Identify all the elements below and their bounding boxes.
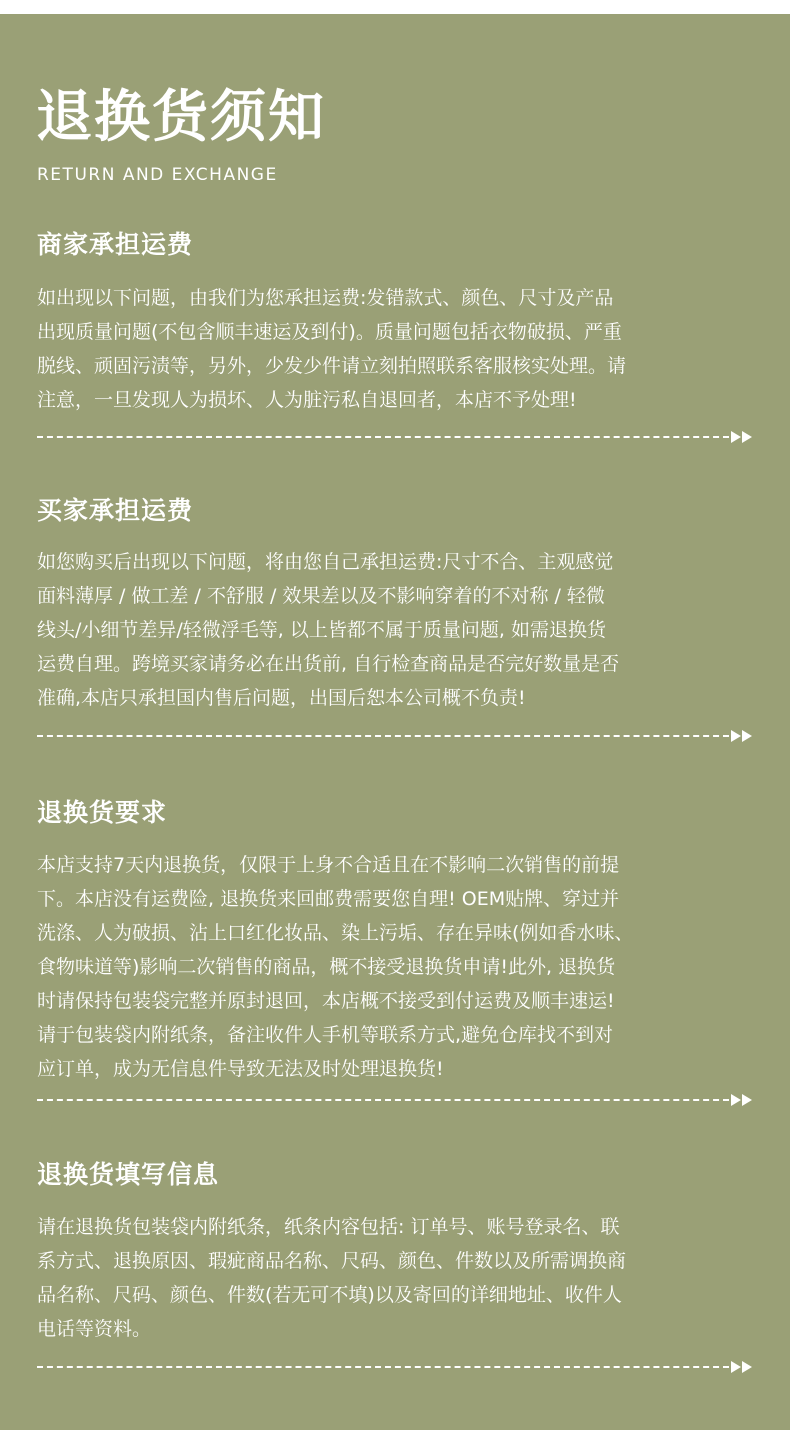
double-triangle-arrow-icon [731, 729, 755, 743]
dashed-line [37, 1366, 729, 1368]
section-divider [37, 1093, 755, 1107]
section-heading-seller-pays-shipping: 商家承担运费 [37, 230, 194, 259]
double-triangle-arrow-icon [731, 1360, 755, 1374]
section-divider [37, 430, 755, 444]
notice-panel [0, 14, 790, 1430]
double-triangle-arrow-icon [731, 1093, 755, 1107]
double-triangle-arrow-icon [731, 430, 755, 444]
section-divider [37, 1360, 755, 1374]
section-divider [37, 729, 755, 743]
page-title: 退换货须知 [36, 85, 326, 150]
section-body-return-requirements: 本店支持7天内退换货，仅限于上身不合适且在不影响二次销售的前提 下。本店没有运费险, 退换货来回邮费需要您自理! OEM贴牌、穿过并 洗涤、人为破损、沾上口红化妆品、染上污垢、存在异味(例如香水味、 食物味道等)影响二次销售的商品，概不接受退换货申请!此外, 退换货 时请保持包装袋完整并原封退回，本店概不接受到付运费及顺丰速运! 请于包装袋内附纸条，备注收件人手机等联系方式,避免仓库找不到对 应订单，成为无信息件导致无法及时处理退换货! [37, 854, 634, 1080]
section-heading-return-requirements: 退换货要求 [37, 798, 168, 827]
dashed-line [37, 735, 729, 737]
section-heading-buyer-pays-shipping: 买家承担运费 [37, 496, 194, 525]
section-heading-return-info: 退换货填写信息 [37, 1160, 220, 1189]
page-subtitle: RETURN AND EXCHANGE [37, 165, 278, 185]
dashed-line [37, 1099, 729, 1101]
section-body-buyer-pays-shipping: 如您购买后出现以下问题，将由您自己承担运费:尺寸不合、主观感觉 面料薄厚 / 做工差 / 不舒服 / 效果差以及不影响穿着的不对称 / 轻微 线头/小细节差异/轻微浮毛等, 以上皆都不属于质量问题, 如需退换货 运费自理。跨境买家请务必在出货前, 自行检查商品是否完好数量是否 准确,本店只承担国内售后问题，出国后恕本公司概不负责! [37, 551, 620, 709]
dashed-line [37, 436, 729, 438]
section-body-return-info: 请在退换货包装袋内附纸条，纸条内容包括: 订单号、账号登录名、联 系方式、退换原因、瑕疵商品名称、尺码、颜色、件数以及所需调换商 品名称、尺码、颜色、件数(若无可不填)以及寄回的详细地址、收件人 电话等资料。 [37, 1216, 627, 1340]
section-body-seller-pays-shipping: 如出现以下问题，由我们为您承担运费:发错款式、颜色、尺寸及产品 出现质量问题(不包含顺丰速运及到付)。质量问题包括衣物破损、严重 脱线、顽固污渍等，另外，少发少件请立刻拍照联系客服核实处理。请 注意，一旦发现人为损坏、人为脏污私自退回者，本店不予处理! [37, 287, 627, 411]
